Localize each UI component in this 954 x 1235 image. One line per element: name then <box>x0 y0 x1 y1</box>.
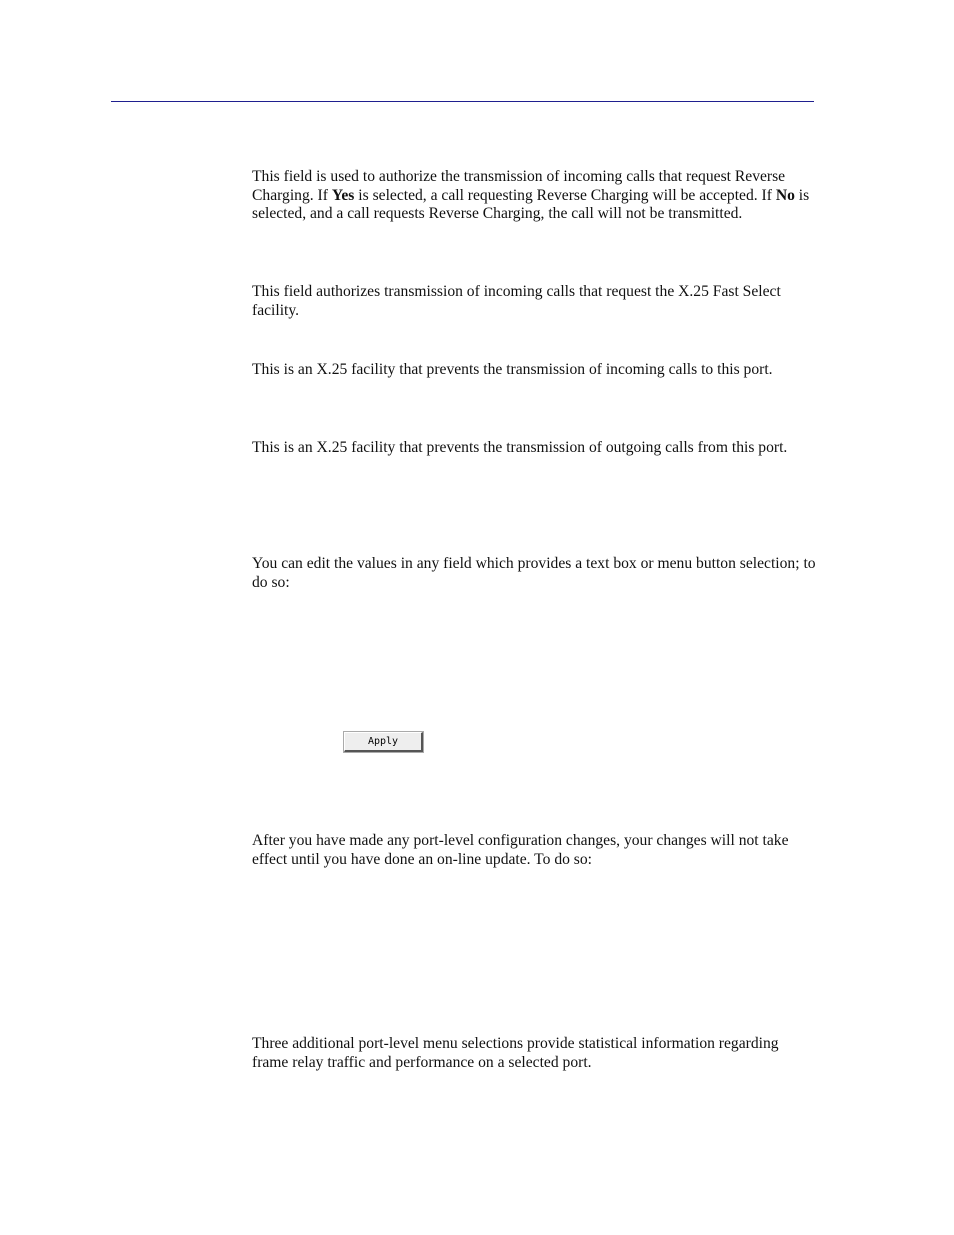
apply-button[interactable]: Apply <box>344 732 423 752</box>
header-rule <box>111 101 814 102</box>
editing-instructions: You can edit the values in any field which provides a text box or menu button selection; to do so: <box>252 555 816 591</box>
fast-select-description: This field authorizes transmission of incoming calls that request the X.25 Fast Select facility. <box>252 283 781 319</box>
reverse-charging-text-1: This field is used to authorize the transmission of incoming calls that request Reverse Charging. If <box>252 168 786 204</box>
online-update-instructions: After you have made any port-level configuration changes, your changes will not take effect until you have done an on-line update. To do so: <box>252 832 789 868</box>
reverse-charging-description <box>252 168 818 224</box>
incoming-calls-barred-description: This is an X.25 facility that prevents the transmission of incoming calls to this port. <box>252 361 773 378</box>
statistics-description: Three additional port-level menu selections provide statistical information regarding frame relay traffic and performance on a selected port. <box>252 1035 779 1071</box>
reverse-charging-text-3: is selected, and a call requests Reverse Charging, the call will not be transmitted. <box>252 186 810 223</box>
yes-option-label: Yes <box>331 186 355 204</box>
reverse-charging-text-2: is selected, a call requesting Reverse Charging will be accepted. If <box>354 186 776 204</box>
outgoing-calls-barred-description: This is an X.25 facility that prevents the transmission of outgoing calls from this port. <box>252 439 788 456</box>
no-option-label: No <box>775 186 795 204</box>
